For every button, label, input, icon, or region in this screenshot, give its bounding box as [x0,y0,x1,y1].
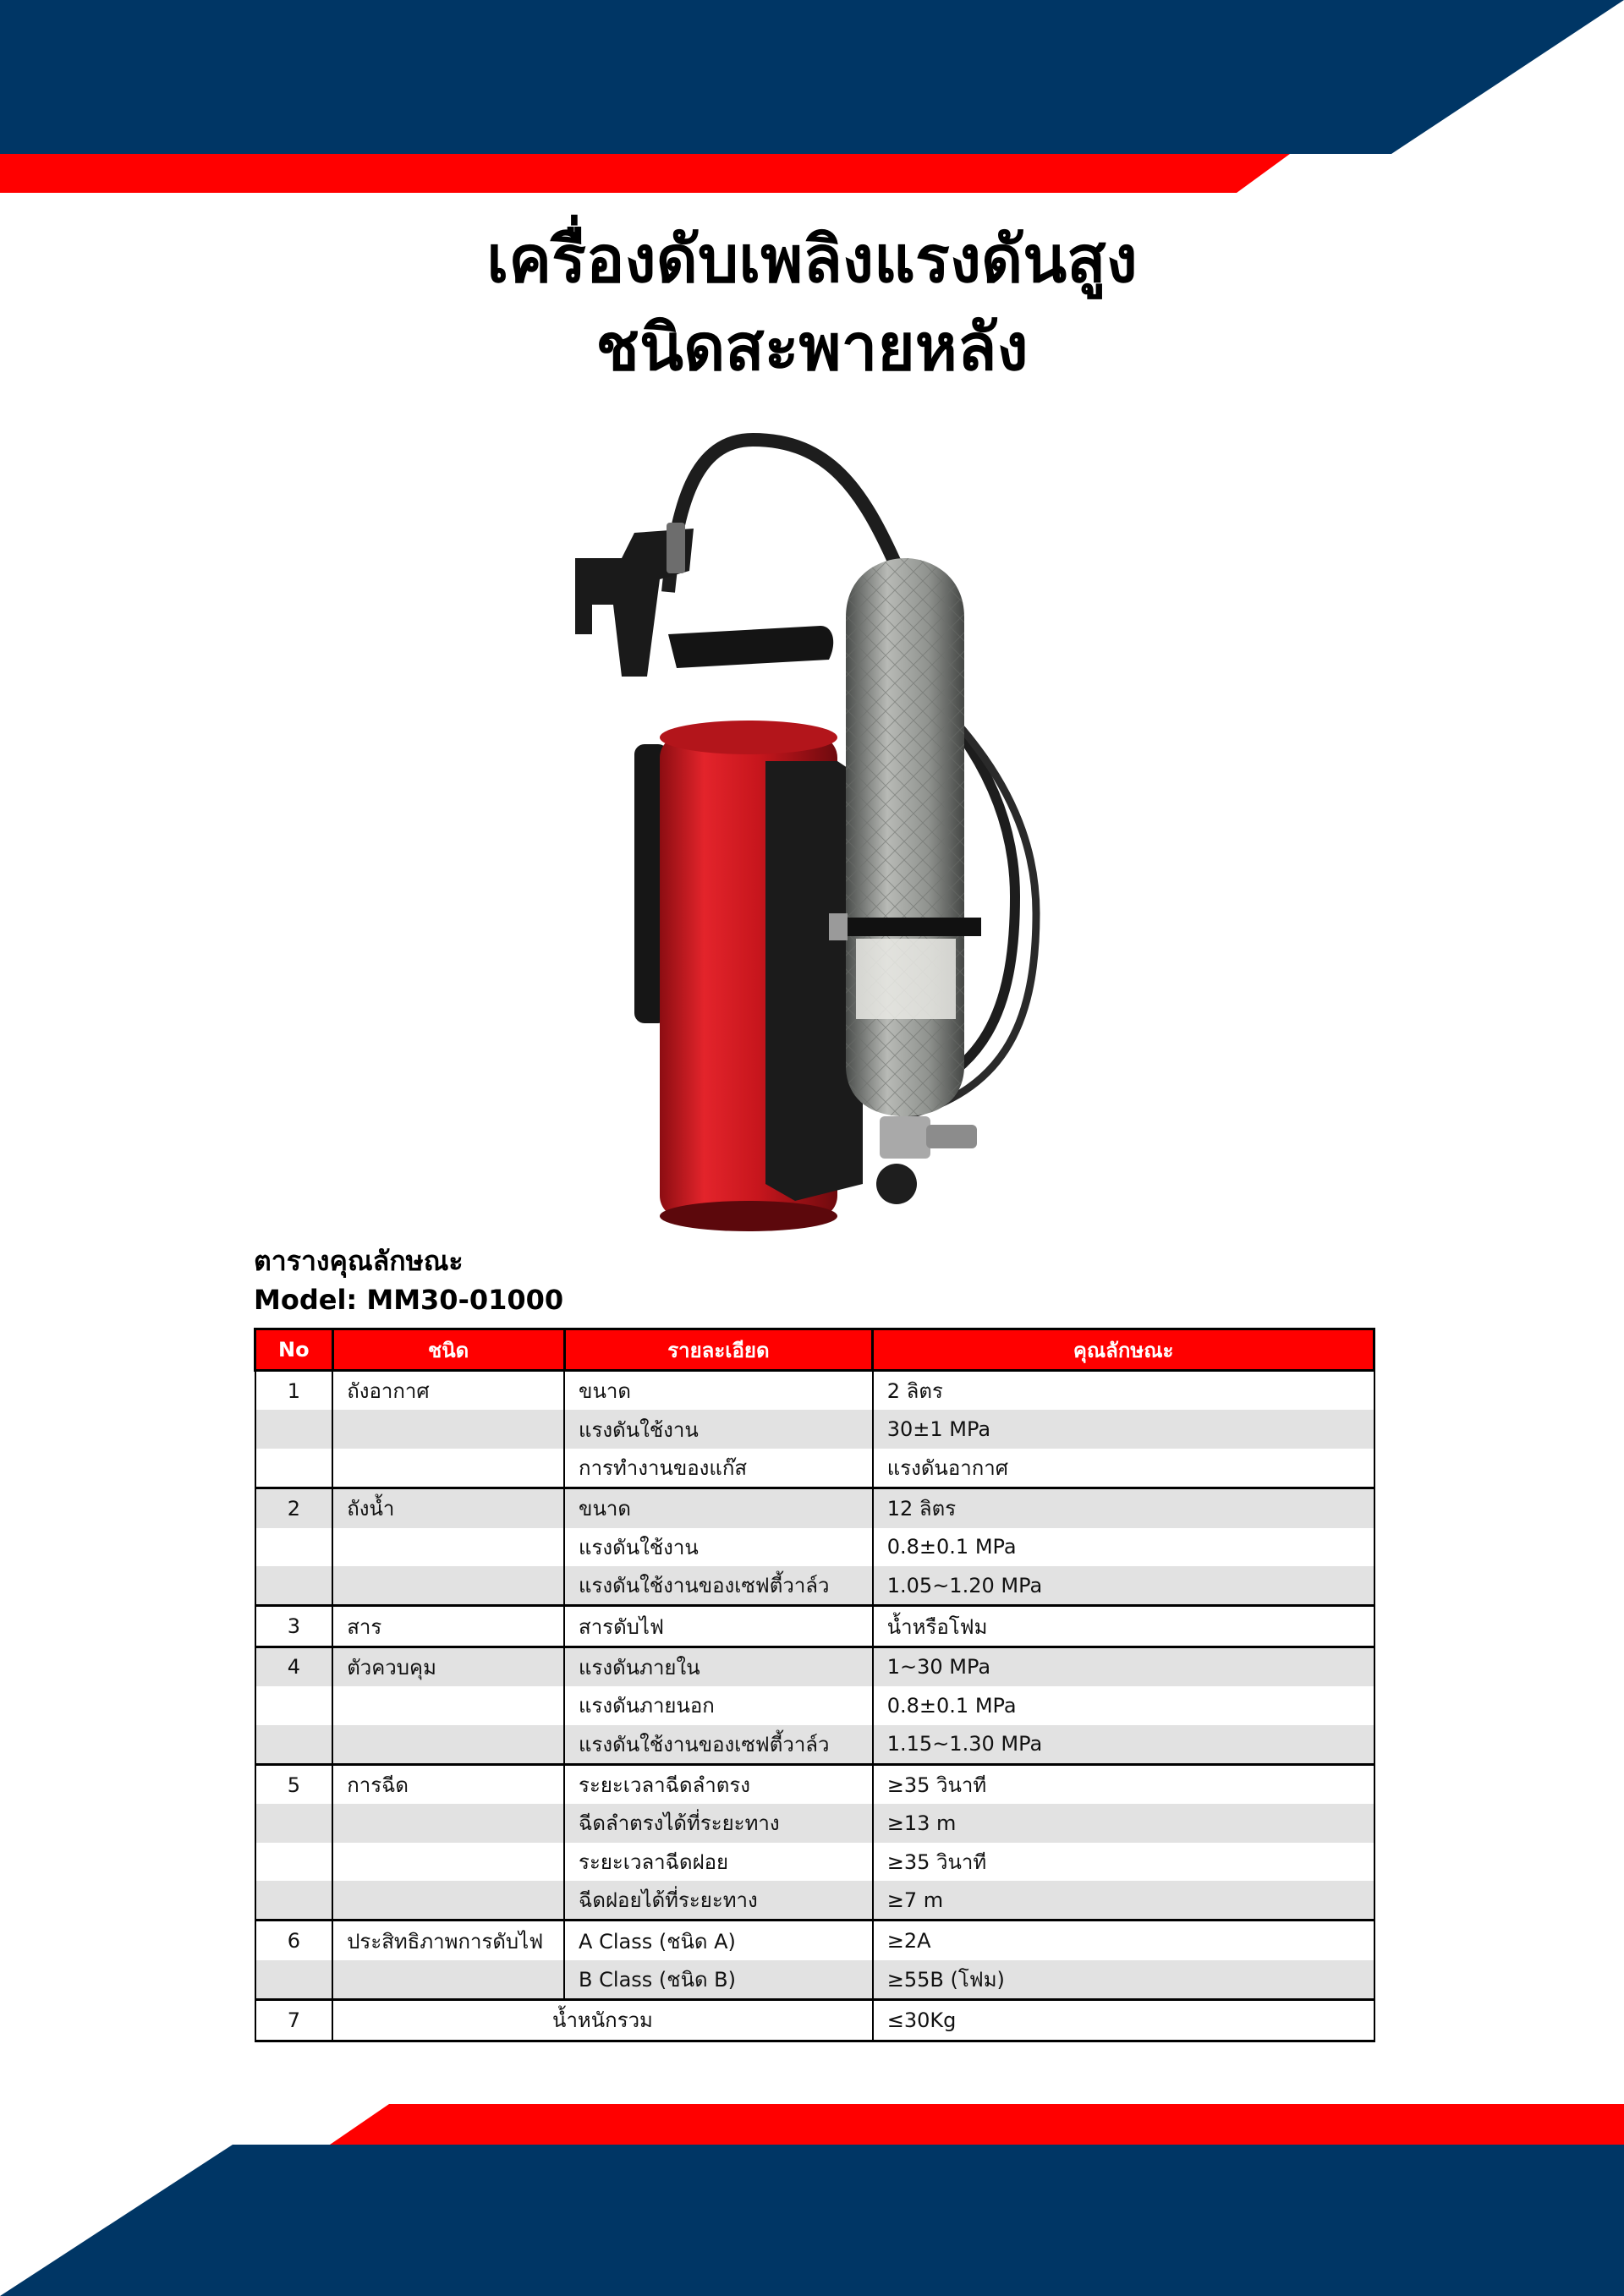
cylinder-label [856,939,956,1019]
spec-heading-title: ตารางคุณลักษณะ [254,1245,464,1277]
cell-no: 2 [255,1488,333,1528]
spec-heading-model: Model: MM30-01000 [254,1284,564,1316]
table-row [255,1647,1374,1686]
cell-spec: น้ำหรือโฟม [873,1606,1374,1647]
cell-detail: แรงดันใช้งาน [564,1410,873,1448]
cell-no [255,1725,333,1765]
cell-detail: แรงดันใช้งานของเซฟตี้วาล์ว [564,1566,873,1606]
bottom-navy-band [0,2145,1624,2296]
cell-no: 5 [255,1764,333,1804]
gauge-fitting [926,1125,977,1148]
page-title [0,216,1624,392]
title-line-1: เครื่องดับเพลิงแรงดันสูง [486,222,1138,297]
table-row [255,1449,1374,1488]
spec-table [254,1328,1375,2042]
hose-upper [668,440,897,592]
cell-no: 4 [255,1647,333,1686]
cell-no [255,1804,333,1842]
cell-spec: ≥2A [873,1921,1374,1960]
cell-type [332,1804,564,1842]
header-no: No [255,1329,333,1371]
cylinder-valve [880,1116,930,1159]
cell-no [255,1566,333,1606]
table-row [255,1410,1374,1448]
cell-spec: 1.15~1.30 MPa [873,1725,1374,1765]
top-navy-band [0,0,1624,154]
cell-no: 6 [255,1921,333,1960]
cell-detail: การทำงานของแก๊ส [564,1449,873,1488]
top-red-stripe [0,154,1290,193]
product-image [541,423,1100,1252]
cell-type: ถังน้ำ [332,1488,564,1528]
cell-type [332,1725,564,1765]
table-row [255,1371,1374,1411]
table-row [255,1606,1374,1647]
cell-type [332,1843,564,1881]
table-row [255,1843,1374,1881]
cell-total-weight-label: น้ำหนักรวม [332,2000,873,2041]
cell-spec: ≥55B (โฟม) [873,1960,1374,2000]
table-row [255,1488,1374,1528]
title-line-2: ชนิดสะพายหลัง [595,310,1029,385]
cell-no: 7 [255,2000,333,2041]
cell-spec: 1.05~1.20 MPa [873,1566,1374,1606]
cell-spec: ≤30Kg [873,2000,1374,2041]
bottom-banner [0,2097,1624,2296]
backpack-frame [668,626,833,668]
cylinder-strap [829,918,981,936]
cell-type: สาร [332,1606,564,1647]
cell-spec: ≥7 m [873,1881,1374,1921]
cell-no [255,1960,333,2000]
cell-detail: แรงดันภายใน [564,1647,873,1686]
cell-detail: แรงดันใช้งาน [564,1528,873,1566]
cell-type: ตัวควบคุม [332,1647,564,1686]
cell-type [332,1881,564,1921]
spec-table-header [255,1329,1374,1371]
cell-detail: B Class (ชนิด B) [564,1960,873,2000]
table-row [255,1960,1374,2000]
cell-no [255,1881,333,1921]
cell-spec: 30±1 MPa [873,1410,1374,1448]
table-row [255,1764,1374,1804]
cell-no [255,1686,333,1724]
table-row [255,1921,1374,1960]
cell-spec: ≥35 วินาที [873,1764,1374,1804]
cell-detail: แรงดันภายนอก [564,1686,873,1724]
cell-detail: ฉีดลำตรงได้ที่ระยะทาง [564,1804,873,1842]
top-banner [0,0,1624,203]
cell-detail: แรงดันใช้งานของเซฟตี้วาล์ว [564,1725,873,1765]
header-spec: คุณลักษณะ [873,1329,1374,1371]
cell-spec: 1~30 MPa [873,1647,1374,1686]
cell-spec: 2 ลิตร [873,1371,1374,1411]
cell-type: การฉีด [332,1764,564,1804]
header-type: ชนิด [332,1329,564,1371]
cell-type [332,1566,564,1606]
cell-type: ถังอากาศ [332,1371,564,1411]
table-row [255,1566,1374,1606]
cell-detail: ขนาด [564,1371,873,1411]
cell-detail: ฉีดฝอยได้ที่ระยะทาง [564,1881,873,1921]
spec-heading [254,1241,563,1319]
header-detail: รายละเอียด [564,1329,873,1371]
table-row [255,1528,1374,1566]
table-row [255,1804,1374,1842]
cell-detail: สารดับไฟ [564,1606,873,1647]
cell-type [332,1960,564,2000]
table-row [255,1686,1374,1724]
cell-detail: ระยะเวลาฉีดฝอย [564,1843,873,1881]
table-row-total [255,2000,1374,2041]
cell-spec: 0.8±0.1 MPa [873,1528,1374,1566]
air-cylinder-weave [846,558,964,1116]
water-tank-top [660,721,837,754]
cell-spec: ≥35 วินาที [873,1843,1374,1881]
cell-detail: ระยะเวลาฉีดลำตรง [564,1764,873,1804]
cell-no [255,1843,333,1881]
cell-no: 1 [255,1371,333,1411]
cell-type [332,1528,564,1566]
cell-no: 3 [255,1606,333,1647]
cell-type [332,1686,564,1724]
table-row [255,1881,1374,1921]
cell-spec: ≥13 m [873,1804,1374,1842]
cell-type: ประสิทธิภาพการดับไฟ [332,1921,564,1960]
table-row [255,1725,1374,1765]
cell-type [332,1449,564,1488]
cell-spec: 12 ลิตร [873,1488,1374,1528]
gun-nozzle [667,523,685,573]
cell-no [255,1410,333,1448]
water-tank-bottom [660,1201,837,1231]
cell-no [255,1528,333,1566]
cell-detail: A Class (ชนิด A) [564,1921,873,1960]
strap-buckle [829,913,848,940]
cell-spec: 0.8±0.1 MPa [873,1686,1374,1724]
cell-spec: แรงดันอากาศ [873,1449,1374,1488]
bottom-red-stripe [330,2104,1624,2145]
cell-detail: ขนาด [564,1488,873,1528]
cell-no [255,1449,333,1488]
valve-knob [876,1164,917,1204]
cell-type [332,1410,564,1448]
